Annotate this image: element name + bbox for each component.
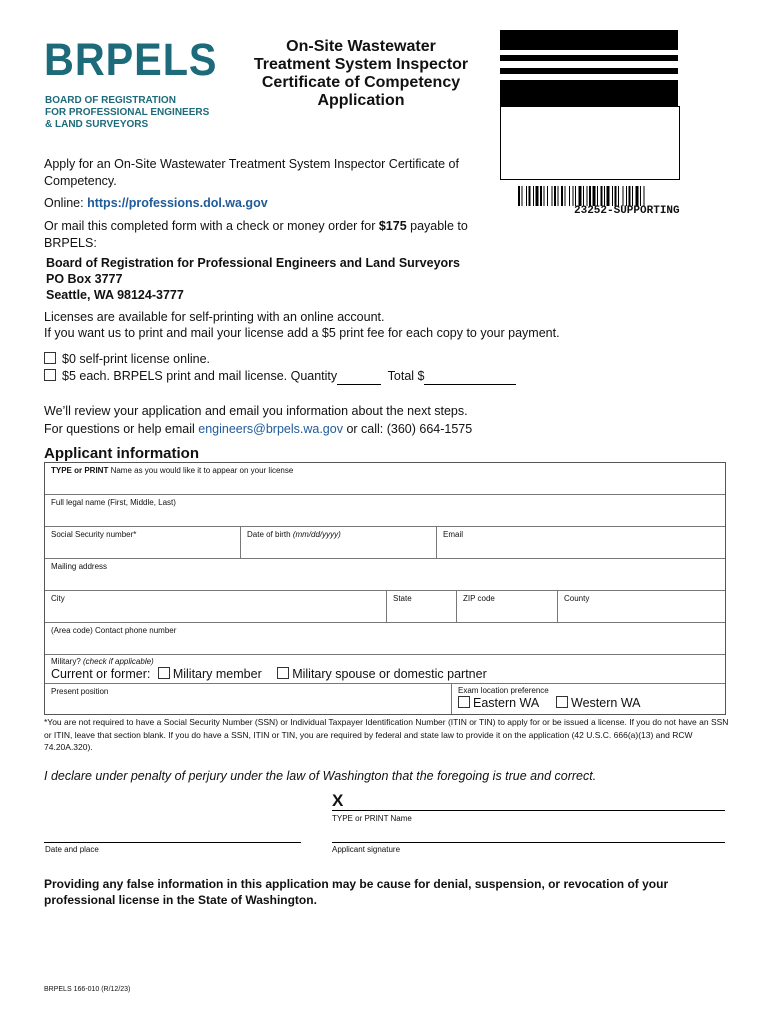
email-field[interactable]: [437, 527, 725, 558]
licenses-line-1: Licenses are available for self-printing with an online account.: [44, 310, 385, 324]
header-stripe-3: [500, 80, 678, 106]
row-ssn-dob-email: [45, 527, 725, 559]
barcode-image: [518, 186, 718, 206]
form-title: [230, 38, 492, 110]
license-name-label: Name as you would like it to appear on your license: [108, 466, 294, 475]
zip-field[interactable]: [457, 591, 558, 622]
signature-line[interactable]: [332, 842, 725, 843]
phone-field[interactable]: [45, 623, 725, 654]
present-position-field[interactable]: [45, 684, 452, 714]
military-spouse-label: Military spouse or domestic partner: [292, 667, 487, 681]
logo-sub-line-2: FOR PROFESSIONAL ENGINEERS: [45, 107, 210, 118]
zip-label: ZIP code: [463, 594, 495, 603]
state-label: State: [393, 594, 412, 603]
mail-print-checkbox[interactable]: [44, 369, 56, 381]
review-text: We’ll review your application and email you information about the next steps.: [44, 404, 468, 418]
city-field[interactable]: [45, 591, 387, 622]
county-label: County: [564, 594, 590, 603]
eastern-label: Eastern WA: [473, 696, 539, 710]
military-member-label: Military member: [172, 667, 262, 681]
license-name-field[interactable]: [45, 463, 725, 494]
address-line-2: PO Box 3777: [46, 272, 123, 286]
barcode-label: 23252-SUPPORTING: [574, 205, 680, 217]
header-black-block: [500, 30, 678, 50]
email-label: Email: [443, 530, 464, 539]
military-field: [45, 655, 725, 683]
city-label: City: [51, 594, 65, 603]
ssn-label: Social Security number*: [51, 530, 137, 539]
fee-amount: $175: [378, 219, 407, 233]
dob-field[interactable]: [241, 527, 437, 558]
section-title: Applicant information: [44, 445, 199, 462]
exam-options: [458, 696, 719, 710]
exam-location-label: Exam location preference: [458, 686, 549, 695]
logo-subtitle: [45, 95, 209, 131]
header-stripe-1: [500, 55, 678, 61]
military-label: Military? (check if applicable): [51, 657, 154, 666]
help-line: [44, 421, 472, 438]
title-line-4: Application: [317, 92, 405, 109]
current-or-former-label: Current or former:: [51, 667, 151, 681]
mailing-address: [46, 255, 460, 303]
date-place-label: Date and place: [45, 845, 99, 854]
logo-sub-line-3: & LAND SURVEYORS: [45, 119, 149, 130]
self-print-label: $0 self-print license online.: [62, 352, 210, 366]
phone-label: (Area code) Contact phone number: [51, 626, 177, 635]
help-pre: For questions or help email: [44, 422, 199, 436]
applicant-form: [44, 462, 726, 715]
title-line-1: On-Site Wastewater: [286, 38, 436, 55]
present-position-label: Present position: [51, 687, 109, 696]
western-label: Western WA: [571, 696, 641, 710]
state-field[interactable]: [387, 591, 457, 622]
title-line-2: Treatment System Inspector: [253, 56, 469, 73]
military-hint: (check if applicable): [83, 657, 154, 666]
type-print-name-label: TYPE or PRINT Name: [332, 814, 412, 823]
help-email-link[interactable]: engineers@brpels.wa.gov: [198, 422, 343, 436]
mailing-address-field[interactable]: [45, 559, 725, 590]
military-member-checkbox[interactable]: [158, 667, 170, 679]
ssn-footnote: *You are not required to have a Social Security Number (SSN) or Individual Taxpayer Identification Number (ITIN or TIN) to apply for or be issued a license. If you do not have an SSN or ITIN, leave that section blank. If you do have a SSN, ITIN or TIN, you are required by federal and state law to provide it on the application (42 U.S.C. 666(a)(13) and RCW 74.20A.320).: [44, 717, 729, 752]
office-use-box: [500, 106, 680, 180]
logo-sub-line-1: BOARD OF REGISTRATION: [45, 95, 176, 106]
row-city-state: [45, 591, 725, 623]
exam-location-field: [452, 684, 725, 714]
mail-post: payable to BRPELS:: [44, 219, 468, 250]
online-line: [44, 195, 268, 212]
apply-text: Apply for an On-Site Wastewater Treatment System Inspector Certificate of Competency.: [44, 157, 459, 188]
false-info-warning: Providing any false information in this application may be cause for denial, suspension, or revocation of your professional license in the State of Washington.: [44, 877, 669, 907]
dob-label: Date of birth: [247, 530, 293, 539]
western-checkbox[interactable]: [556, 696, 568, 708]
online-label: Online:: [44, 196, 88, 210]
form-number: BRPELS 166-010 (R/12/23): [44, 986, 131, 993]
row-military: [45, 655, 725, 684]
county-field[interactable]: [558, 591, 725, 622]
military-options: [51, 667, 719, 681]
date-place-line[interactable]: [44, 842, 301, 843]
license-name-label-bold: TYPE or PRINT: [51, 466, 109, 475]
brpels-logo: BRPELS: [44, 34, 218, 85]
ssn-field[interactable]: [45, 527, 241, 558]
row-phone: [45, 623, 725, 655]
row-position-exam: [45, 684, 725, 714]
header-stripe-2: [500, 68, 678, 74]
perjury-declaration: I declare under penalty of perjury under the law of Washington that the foregoing is true and correct.: [44, 769, 597, 783]
military-spouse-checkbox[interactable]: [277, 667, 289, 679]
help-post: or call: (360) 664-1575: [342, 422, 473, 436]
name-line[interactable]: [332, 810, 725, 811]
total-label: Total $: [387, 369, 425, 383]
row-legal-name: [45, 495, 725, 527]
online-link[interactable]: https://professions.dol.wa.gov: [87, 196, 268, 210]
address-line-3: Seattle, WA 98124-3777: [46, 288, 184, 302]
print-option-self: [44, 351, 210, 368]
title-line-3: Certificate of Competency: [261, 74, 461, 91]
address-line-1: Board of Registration for Professional Engineers and Land Surveyors: [46, 256, 460, 270]
mail-pre: Or mail this completed form with a check or money order for: [44, 219, 379, 233]
eastern-checkbox[interactable]: [458, 696, 470, 708]
total-field[interactable]: [424, 371, 516, 385]
row-license-name: [45, 463, 725, 495]
mail-instructions: [44, 218, 484, 252]
licenses-info: [44, 309, 560, 341]
self-print-checkbox[interactable]: [44, 352, 56, 364]
legal-name-label: Full legal name (First, Middle, Last): [51, 498, 176, 507]
x-mark: X: [332, 791, 344, 810]
row-mailing: [45, 559, 725, 591]
licenses-line-2: If you want us to print and mail your license add a $5 print fee for each copy to your payment.: [44, 326, 560, 340]
applicant-signature-label: Applicant signature: [332, 845, 401, 854]
legal-name-field[interactable]: [45, 495, 725, 526]
dob-format: (mm/dd/yyyy): [292, 530, 341, 539]
quantity-field[interactable]: [337, 371, 381, 385]
print-option-mail: [44, 368, 516, 385]
mail-print-label: $5 each. BRPELS print and mail license. Quantity: [62, 369, 338, 383]
mailing-label: Mailing address: [51, 562, 108, 571]
